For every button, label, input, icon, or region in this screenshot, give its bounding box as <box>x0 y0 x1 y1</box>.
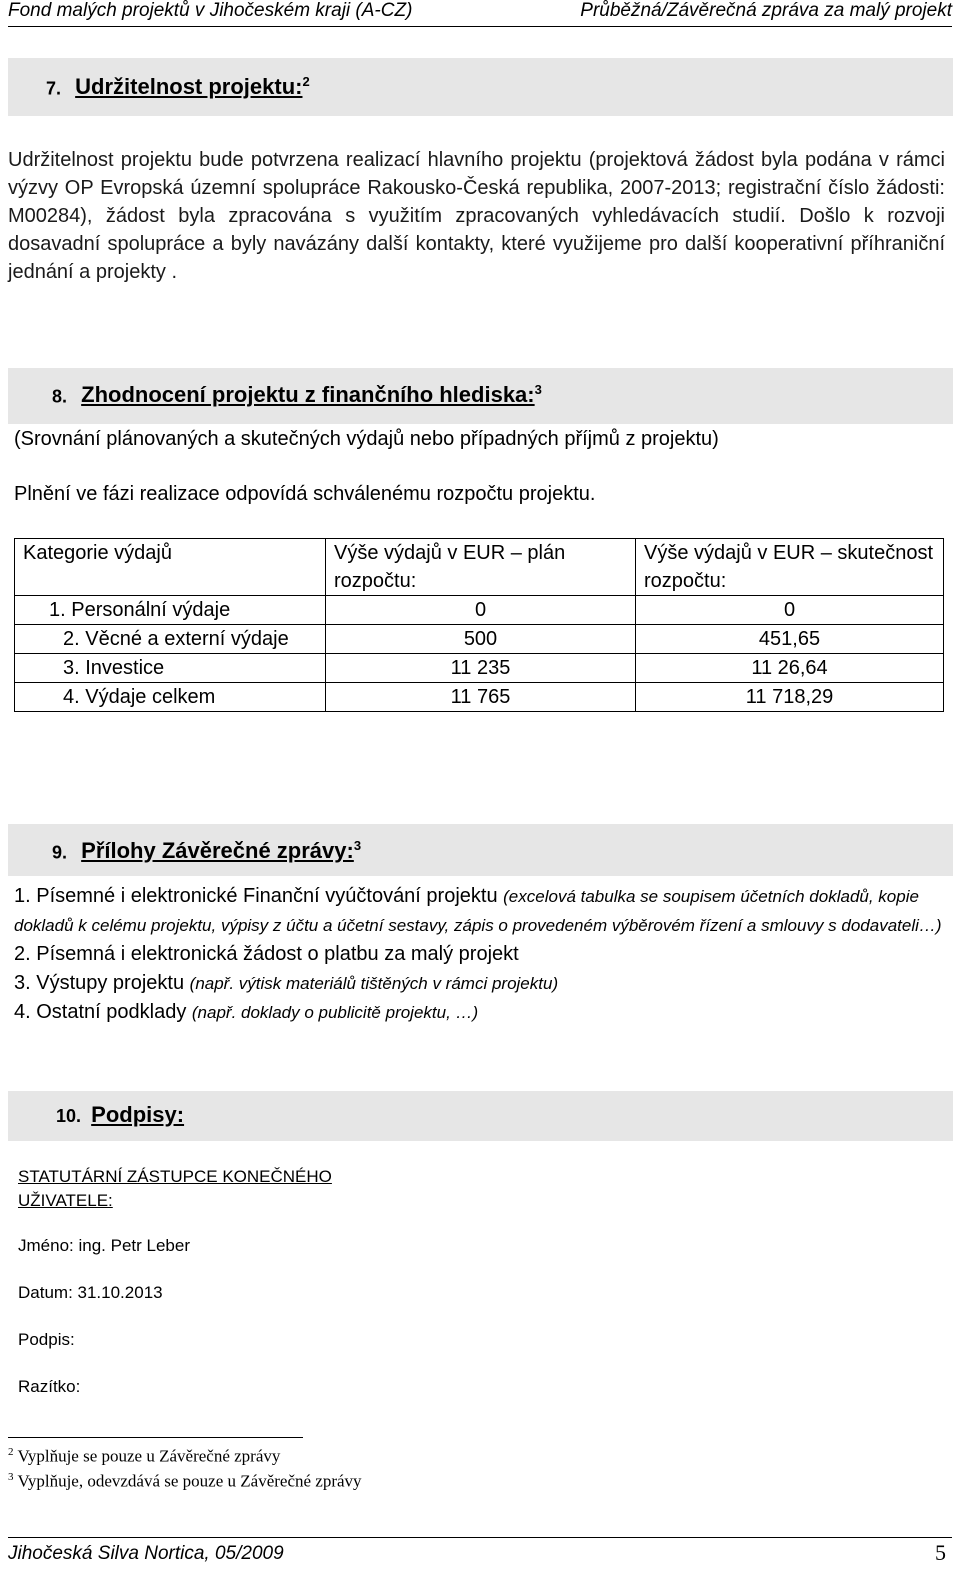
header-right: Průběžná/Závěrečná zpráva za malý projekt <box>580 0 952 21</box>
table-cell-actual: 11 718,29 <box>636 683 944 712</box>
section-9-number: 9. <box>52 842 68 863</box>
table-header-plan: Výše výdajů v EUR – plán rozpočtu: <box>326 539 636 596</box>
list-item <box>14 882 949 940</box>
list-item <box>14 969 949 998</box>
attachment-main: 3. Výstupy projektu <box>14 972 185 994</box>
table-cell-category <box>15 596 326 625</box>
attachment-main: 1. Písemné i elektronické Finanční vyúčtování projektu <box>14 885 498 907</box>
section-8-subtitle: (Srovnání plánovaných a skutečných výdajů nebo případných příjmů z projektu) <box>14 428 719 450</box>
table-cell-actual: 11 26,64 <box>636 654 944 683</box>
footnote-3 <box>8 1471 362 1492</box>
section-8-statement: Plnění ve fázi realizace odpovídá schválenému rozpočtu projektu. <box>14 483 596 505</box>
signer-name: Jméno: ing. Petr Leber <box>18 1236 190 1255</box>
section-7-number: 7. <box>46 78 62 99</box>
header-left: Fond malých projektů v Jihočeském kraji (A-CZ) <box>8 0 413 21</box>
table-cell-actual: 451,65 <box>636 625 944 654</box>
representative-label <box>18 1165 332 1213</box>
page-footer <box>8 1537 952 1578</box>
section-7-title: Udržitelnost projektu: <box>75 74 303 100</box>
page-header <box>8 0 952 27</box>
footer-text: Jihočeská Silva Nortica, 05/2009 <box>8 1543 284 1564</box>
table-cell-category <box>15 625 326 654</box>
section-7-footnote-ref: 2 <box>302 74 310 89</box>
attachment-note: (např. výtisk materiálů tištěných v rámci projektu) <box>189 974 559 993</box>
page-number: 5 <box>935 1540 946 1565</box>
row-label: Personální výdaje <box>71 599 231 621</box>
list-item <box>14 998 949 1027</box>
footnote-divider <box>8 1437 303 1438</box>
representative-line-1: STATUTÁRNÍ ZÁSTUPCE KONEČNÉHO <box>18 1167 332 1186</box>
signature-date: Datum: 31.10.2013 <box>18 1283 163 1302</box>
signature-label: Podpis: <box>18 1330 75 1349</box>
section-10-heading <box>56 1102 184 1128</box>
table-cell-plan: 0 <box>326 596 636 625</box>
stamp-label: Razítko: <box>18 1377 81 1396</box>
section-7-heading <box>46 74 310 100</box>
section-9-title: Přílohy Závěrečné zprávy: <box>81 838 354 864</box>
footnote-text: Vyplňuje, odevzdává se pouze u Závěrečné zprávy <box>17 1471 362 1491</box>
footnote-text: Vyplňuje se pouze u Závěrečné zprávy <box>17 1446 281 1466</box>
row-number: 3. <box>63 657 80 679</box>
table-header-actual: Výše výdajů v EUR – skutečnost rozpočtu: <box>636 539 944 596</box>
section-9-footnote-ref: 3 <box>353 838 362 853</box>
footnote-number: 3 <box>8 1471 14 1483</box>
footnote-2 <box>8 1446 280 1467</box>
row-number: 1. <box>49 599 66 621</box>
table-cell-category <box>15 654 326 683</box>
row-number: 2. <box>63 628 80 650</box>
table-cell-plan: 11 235 <box>326 654 636 683</box>
attachments-list <box>14 882 949 1027</box>
table-header-category: Kategorie výdajů <box>15 539 326 596</box>
section-8-footnote-ref: 3 <box>534 382 542 397</box>
footnote-number: 2 <box>8 1446 14 1458</box>
section-7-paragraph: Udržitelnost projektu bude potvrzena realizací hlavního projektu (projektová žádost byla podána v rámci výzvy OP Evropská územní spolupráce Rakousko-Česká republika, 2007-2013; registrační číslo žádosti: M00284), žádost byla zpracována s využitím zpracovaných vyhledávacích studií. Došlo k rozvoji dosavadní spolupráce a byly navázány další kontakty, které využijeme pro další kooperativní příhraniční jednání a projekty . <box>8 149 945 283</box>
cost-table <box>14 538 944 712</box>
table-header-row <box>15 539 944 596</box>
row-label: Investice <box>85 657 165 679</box>
table-cell-plan: 500 <box>326 625 636 654</box>
section-10-title: Podpisy: <box>91 1102 185 1127</box>
section-8-heading <box>52 382 542 408</box>
table-row <box>15 625 944 654</box>
row-number: 4. <box>63 686 80 708</box>
section-8-title: Zhodnocení projektu z finančního hlediska: <box>81 382 535 408</box>
attachment-main: 2. Písemná i elektronická žádost o platbu za malý projekt <box>14 943 519 965</box>
list-item <box>14 940 949 969</box>
attachment-note: (např. doklady o publicitě projektu, …) <box>191 1003 479 1022</box>
section-10-number: 10. <box>56 1106 82 1126</box>
table-row <box>15 654 944 683</box>
table-row <box>15 596 944 625</box>
attachment-main: 4. Ostatní podklady <box>14 1001 187 1023</box>
section-8-number: 8. <box>52 386 68 407</box>
table-cell-actual: 0 <box>636 596 944 625</box>
table-cell-category <box>15 683 326 712</box>
section-9-heading <box>52 838 361 864</box>
row-label: Výdaje celkem <box>85 686 216 708</box>
row-label: Věcné a externí výdaje <box>85 628 289 650</box>
attachment-note: (excelová tabulka se soupisem účetních dokladů, kopie dokladů k celému projektu, výpisy z účtu a účetní sestavy, zápis o provedeném výběrovém řízení a smlouvy s dodavateli…) <box>14 887 942 935</box>
representative-line-2: UŽIVATELE: <box>18 1191 113 1210</box>
table-row <box>15 683 944 712</box>
table-cell-plan: 11 765 <box>326 683 636 712</box>
